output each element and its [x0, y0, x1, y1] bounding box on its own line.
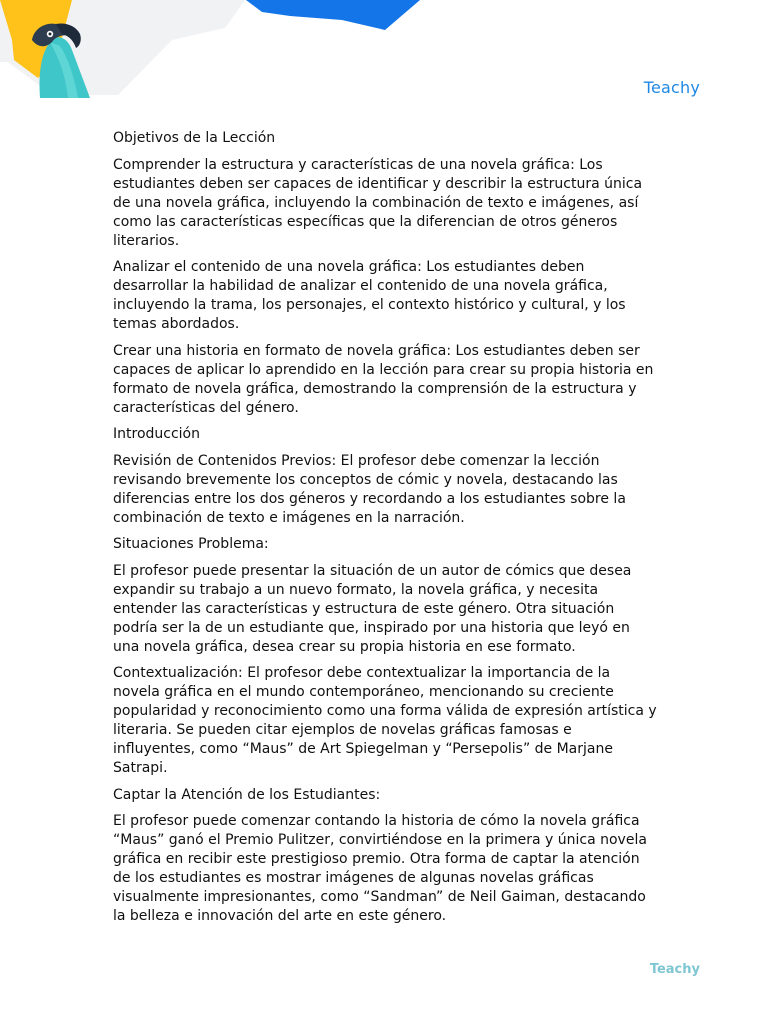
paragraph: Analizar el contenido de una novela gráfica: Los estudiantes deben desarrollar la habilidad de analizar el contenido de una novela gráfica, incluyendo la trama, los personajes, el contexto histórico y cultural, y los temas abordados.: [113, 259, 626, 332]
blue-decor-shape: [246, 0, 420, 30]
brand-name-top: Teachy: [643, 78, 700, 97]
paragraph: Contextualización: El profesor debe contextualizar la importancia de la novela gráfica en el mundo contemporáneo, mencionando su creciente popularidad y reconocimiento como una forma válida de expresión artística y literaria. Se pueden citar ejemplos de novelas gráficas famosas e influyentes, como “Maus” de Art Spiegelman y “Persepolis” de Marjane Satrapi.: [113, 665, 657, 776]
heading-captar-atencion: Captar la Atención de los Estudiantes:: [113, 786, 381, 803]
paragraph: Revisión de Contenidos Previos: El profesor debe comenzar la lección revisando brevemente los conceptos de cómic y novela, destacando las diferencias entre los dos géneros y recordando a los estudiantes sobre la combinación de texto e imágenes en la narración.: [113, 452, 626, 526]
heading-situaciones-problema: Situaciones Problema:: [113, 536, 269, 552]
paragraph: Crear una historia en formato de novela gráfica: Los estudiantes deben ser capaces de aplicar lo aprendido en la lección para crear su propia historia en formato de novela gráfica, demostrando la comprensión de la estructura y características del género.: [113, 342, 654, 416]
heading-introduccion: Introducción: [113, 426, 200, 442]
paragraph: El profesor puede comenzar contando la historia de cómo la novela gráfica “Maus” ganó el Premio Pulitzer, convirtiéndose en la primera y única novela gráfica en recibir este prestigioso premio. Otra forma de captar la atención de los estudiantes es mostrar imágenes de algunas novelas gráficas visualmente impresionantes, como “Sandman” de Neil Gaiman, destacando la belleza e innovación del arte en este género.: [113, 813, 647, 924]
document-body: [113, 129, 658, 934]
paragraph: El profesor puede presentar la situación de un autor de cómics que desea expandir su trabajo a un nuevo formato, la novela gráfica, y necesita entender las características y estructura de este género. Otra situación podría ser la de un estudiante que, inspirado por una historia que leyó en una novela gráfica, desea crear su propia historia en ese formato.: [113, 562, 632, 655]
heading-objetivos: Objetivos de la Lección: [113, 130, 276, 146]
paragraph: Comprender la estructura y características de una novela gráfica: Los estudiantes deben ser capaces de identificar y describir la estructura única de una novela gráfica, incluyendo la combinación de texto e imágenes, así como las características específicas que la diferencian de otros géneros literarios.: [113, 156, 643, 249]
brand-name-bottom: Teachy: [649, 962, 700, 977]
